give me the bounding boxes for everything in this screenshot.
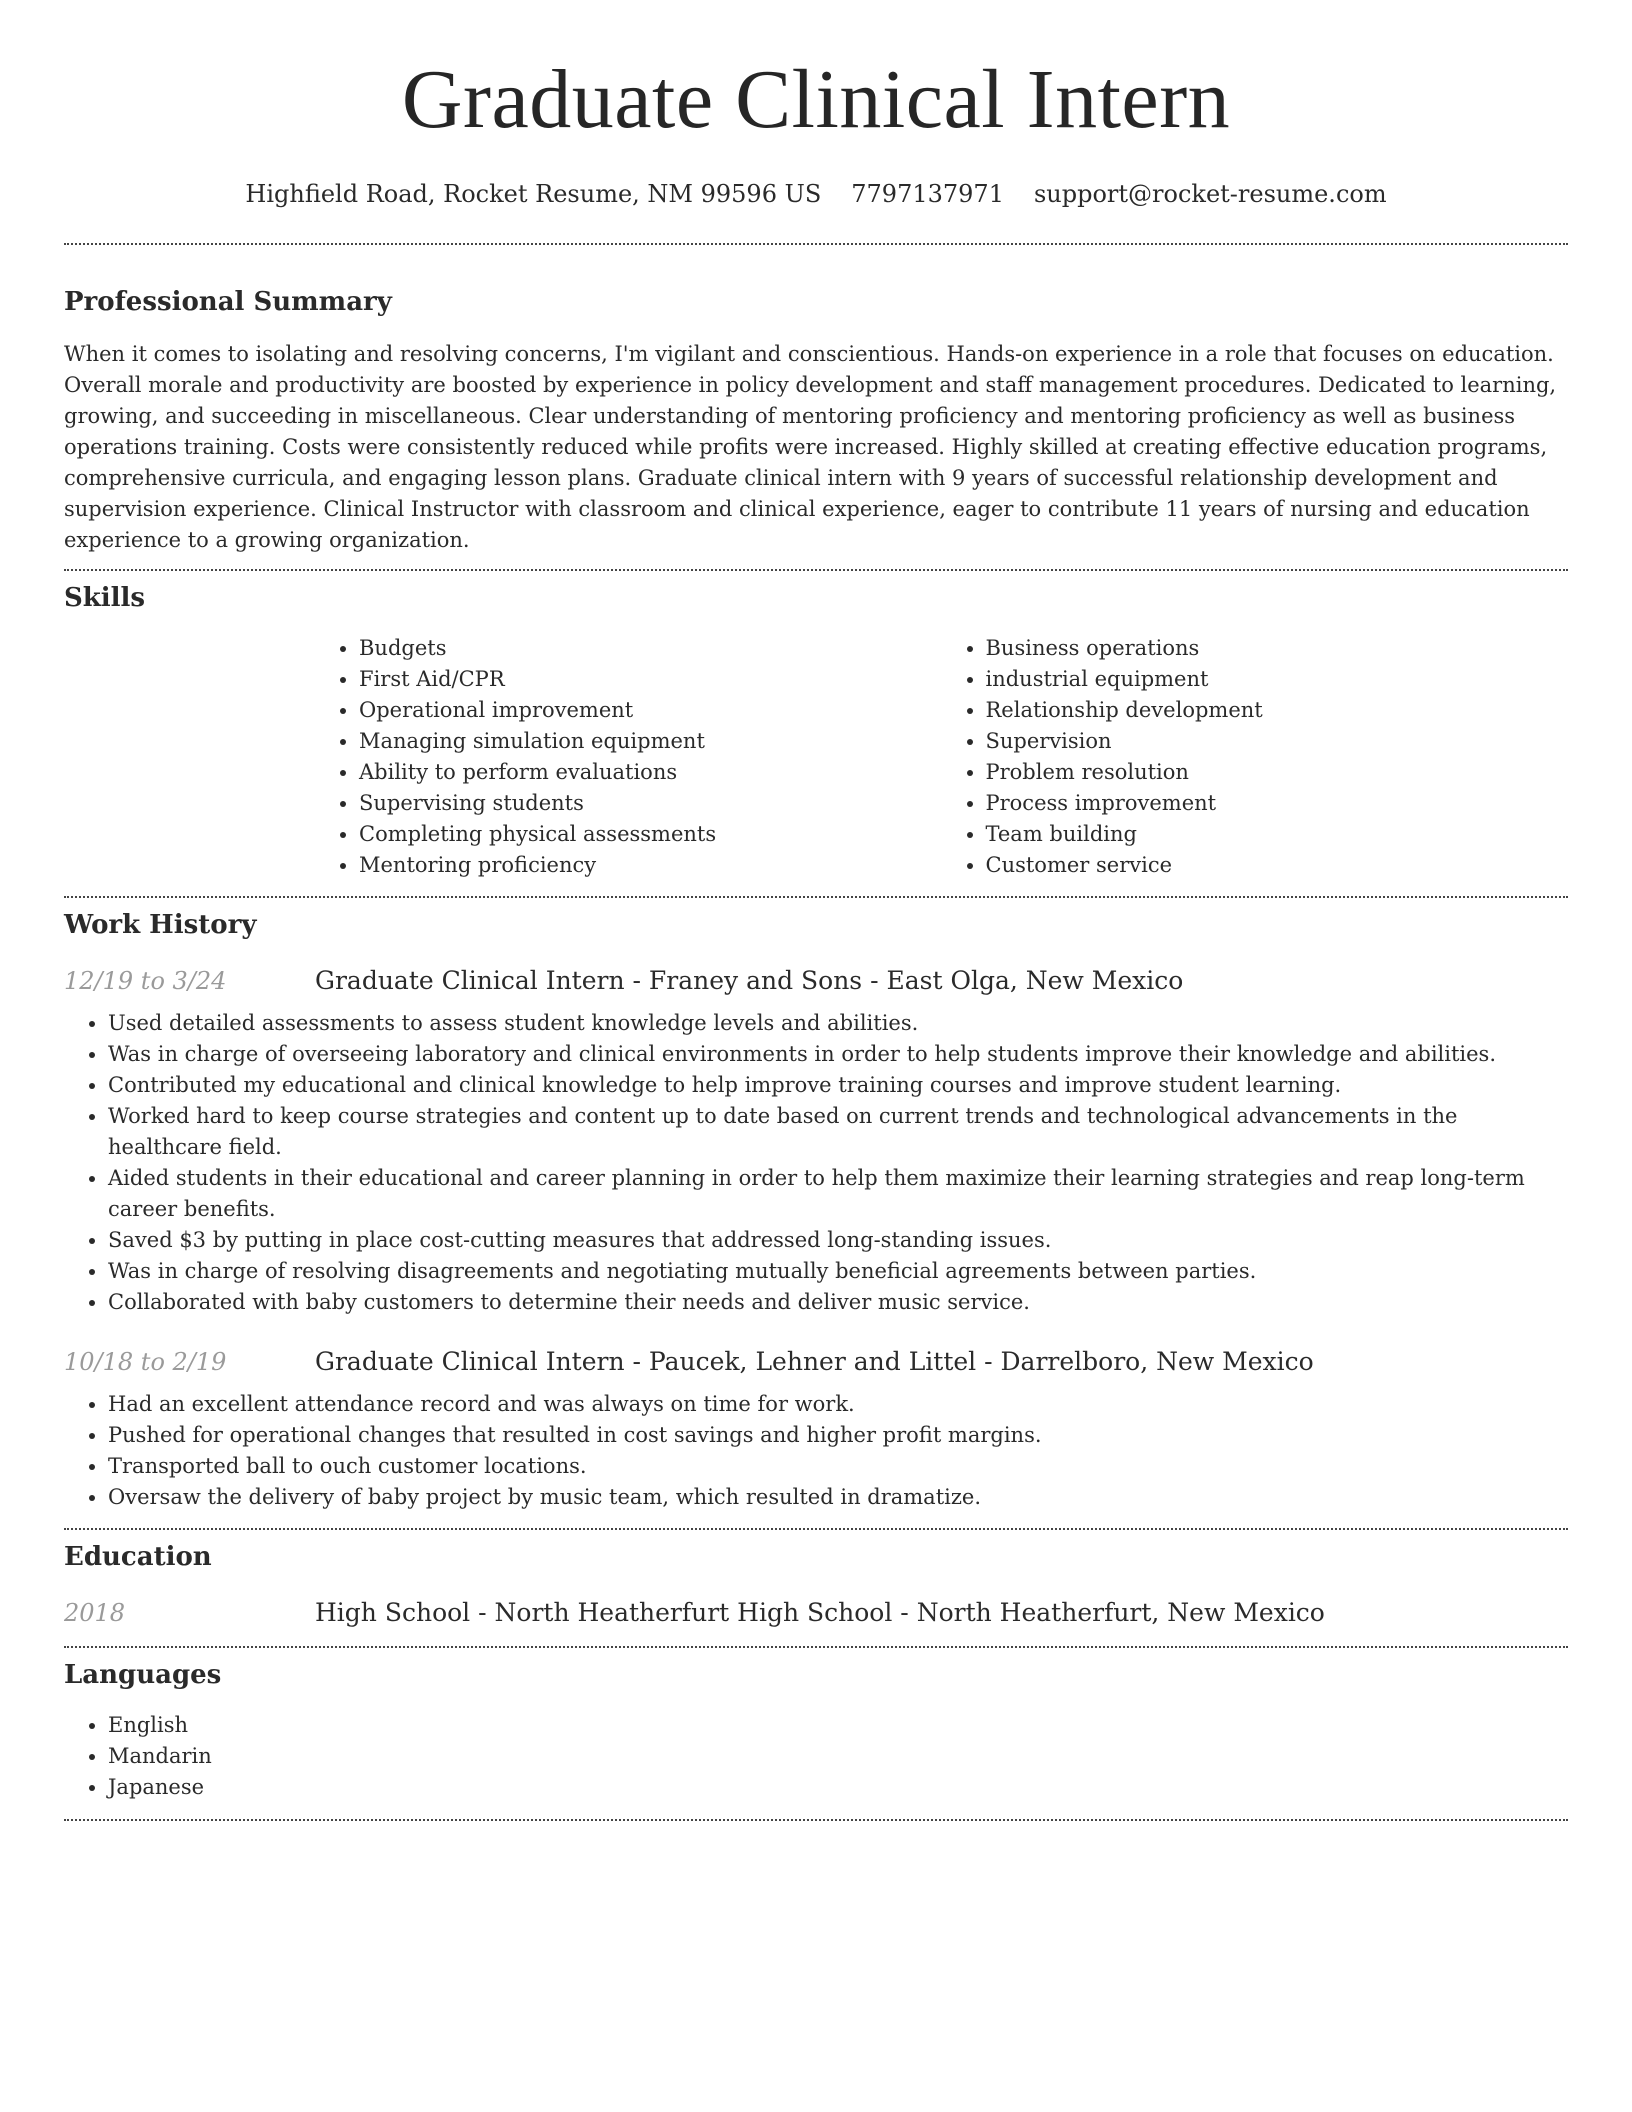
skills-column-left [315, 633, 942, 881]
languages-section [64, 1658, 1568, 1803]
candidate-name: Graduate Clinical Intern [401, 53, 1231, 146]
contact-address: Highfield Road, Rocket Resume, NM 99596 US [245, 180, 822, 208]
skill-item: • Problem resolution [986, 757, 1569, 788]
skill-item: • Completing physical assessments [359, 819, 942, 850]
job-dates: 10/18 to 2/19 [64, 1348, 227, 1376]
section-title-work-history: Work History [64, 910, 257, 940]
divider [64, 243, 1568, 245]
skill-item: • Mentoring proficiency [359, 850, 942, 881]
contact-email: support@rocket-resume.com [1033, 180, 1387, 208]
job-bullet: • Used detailed assessments to assess student knowledge levels and abilities. [108, 1008, 1568, 1039]
job-entry [64, 1345, 1568, 1513]
contact-line [64, 178, 1568, 210]
work-history-section [64, 908, 1568, 1513]
skill-item: • Budgets [359, 633, 942, 664]
skill-item: • Process improvement [986, 788, 1569, 819]
skill-item: • First Aid/CPR [359, 664, 942, 695]
job-bullet: • Oversaw the delivery of baby project by music team, which resulted in dramatize. [108, 1482, 1568, 1513]
skill-item: • industrial equipment [986, 664, 1569, 695]
job-header [64, 1345, 1568, 1379]
job-bullet: • Was in charge of resolving disagreements and negotiating mutually beneficial agreements between parties. [108, 1256, 1568, 1287]
job-bullet: • Contributed my educational and clinical knowledge to help improve training courses and improve student learning. [108, 1070, 1568, 1101]
languages-list [64, 1710, 1568, 1803]
section-title-skills: Skills [64, 583, 146, 613]
section-title-languages: Languages [64, 1660, 222, 1690]
language-item: • English [108, 1710, 1568, 1741]
skill-item: • Managing simulation equipment [359, 726, 942, 757]
job-bullet: • Saved $3 by putting in place cost-cutting measures that addressed long-standing issues. [108, 1225, 1568, 1256]
section-title-summary: Professional Summary [64, 287, 392, 317]
resume-page [64, 0, 1568, 1821]
job-bullet: • Transported ball to ouch customer locations. [108, 1451, 1568, 1482]
skill-item: • Business operations [986, 633, 1569, 664]
summary-section [64, 285, 1568, 556]
education-entry [64, 1596, 1568, 1630]
divider [64, 1646, 1568, 1648]
job-bullet: • Was in charge of overseeing laboratory and clinical environments in order to help students improve their knowledge and abilities. [108, 1039, 1568, 1070]
skills-list [315, 633, 1568, 881]
job-bullet: • Worked hard to keep course strategies and content up to date based on current trends and technological advancements in the healthcare field. [108, 1101, 1568, 1163]
job-bullet: • Pushed for operational changes that resulted in cost savings and higher profit margins. [108, 1420, 1568, 1451]
job-heading: Graduate Clinical Intern - Franey and Sons - East Olga, New Mexico [315, 966, 1184, 995]
job-bullets [64, 1389, 1568, 1513]
contact-phone: 7797137971 [851, 180, 1004, 208]
divider [64, 1528, 1568, 1530]
job-bullet: • Had an excellent attendance record and was always on time for work. [108, 1389, 1568, 1420]
skill-item: • Operational improvement [359, 695, 942, 726]
education-year: 2018 [64, 1599, 126, 1627]
job-bullets [64, 1008, 1568, 1318]
divider [64, 896, 1568, 898]
skill-item: • Supervision [986, 726, 1569, 757]
skill-item: • Team building [986, 819, 1569, 850]
skills-column-right [942, 633, 1569, 881]
job-entry [64, 964, 1568, 1318]
skill-item: • Relationship development [986, 695, 1569, 726]
divider [64, 569, 1568, 571]
summary-text: When it comes to isolating and resolving concerns, I'm vigilant and conscientious. Hands-on experience in a role that focuses on education. Overall morale and productivity are boosted by experience in policy development and staff management procedures. Dedicated to learning, growing, and succeeding in miscellaneous. Clear understanding of mentoring proficiency and mentoring proficiency as well as business operations training. Costs were consistently reduced while profits were increased. Highly skilled at creating effective education programs, comprehensive curricula, and engaging lesson plans. Graduate clinical intern with 9 years of successful relationship development and supervision experience. Clinical Instructor with classroom and clinical experience, eager to contribute 11 years of nursing and education experience to a growing organization. [64, 342, 1557, 552]
skills-section [64, 581, 1568, 881]
section-title-education: Education [64, 1542, 212, 1572]
education-section [64, 1540, 1568, 1630]
education-heading: High School - North Heatherfurt High School - North Heatherfurt, New Mexico [315, 1598, 1325, 1627]
job-dates: 12/19 to 3/24 [64, 967, 227, 995]
job-heading: Graduate Clinical Intern - Paucek, Lehner and Littel - Darrelboro, New Mexico [315, 1347, 1314, 1376]
job-header [64, 964, 1568, 998]
skill-item: • Ability to perform evaluations [359, 757, 942, 788]
job-bullet: • Aided students in their educational and career planning in order to help them maximize their learning strategies and reap long-term career benefits. [108, 1163, 1568, 1225]
job-bullet: • Collaborated with baby customers to determine their needs and deliver music service. [108, 1287, 1568, 1318]
divider [64, 1819, 1568, 1821]
skill-item: • Supervising students [359, 788, 942, 819]
language-item: • Japanese [108, 1772, 1568, 1803]
language-item: • Mandarin [108, 1741, 1568, 1772]
skill-item: • Customer service [986, 850, 1569, 881]
